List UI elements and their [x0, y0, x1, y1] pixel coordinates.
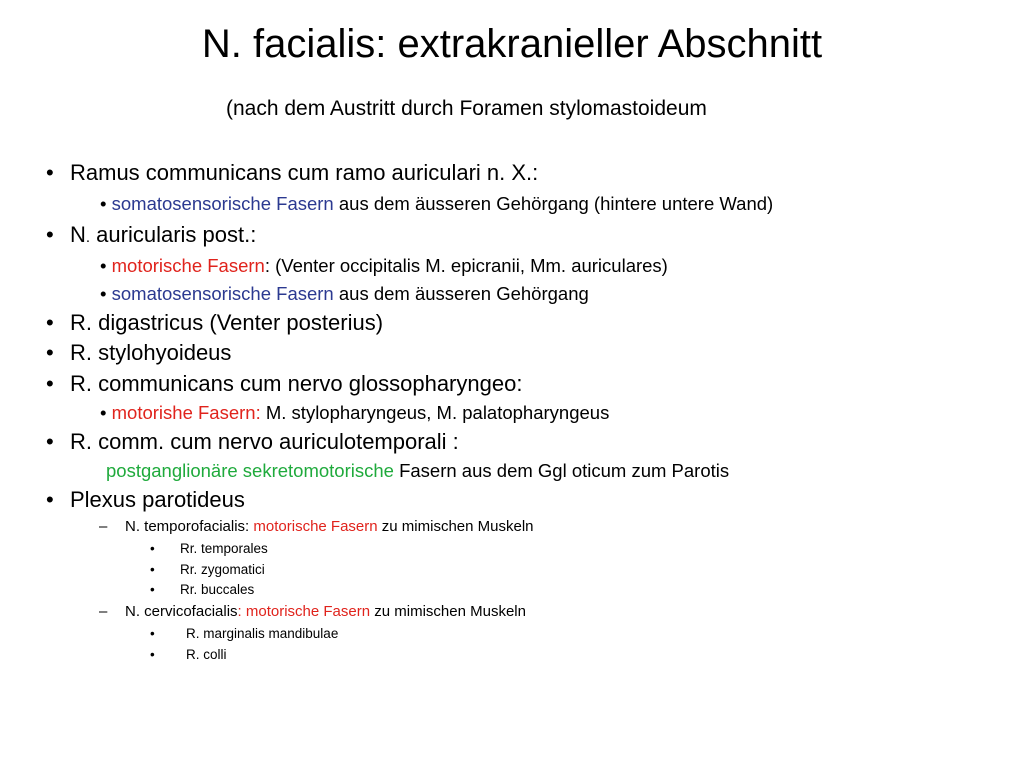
branch-colli: R. colli	[186, 647, 227, 662]
bullet: •	[150, 626, 155, 641]
dash: –	[99, 603, 108, 620]
plain-text: zu mimischen Muskeln	[377, 518, 534, 535]
bullet: •	[46, 310, 54, 335]
text: N	[70, 222, 86, 247]
slide-subtitle: (nach dem Austritt durch Foramen stylomastoideum	[226, 97, 707, 120]
item-plexus-parotideus: Plexus parotideus	[70, 487, 245, 512]
plain-text: N. temporofacialis:	[125, 518, 254, 535]
plain-text: aus dem äusseren Gehörgang	[333, 283, 589, 304]
colored-text: somatosensorische Fasern	[111, 193, 334, 214]
bullet: •	[46, 429, 54, 454]
plain-text: aus dem äusseren Gehörgang (hintere untere Wand)	[333, 193, 774, 214]
colored-text: postganglionäre sekretomotorische	[106, 460, 394, 481]
colored-text: motorishe Fasern:	[111, 402, 261, 423]
item-glossopharyngeo: R. communicans cum nervo glossopharyngeo:	[70, 371, 523, 396]
item-cervicofacialis	[125, 603, 526, 621]
bullet: •	[46, 487, 54, 512]
item-temporofacialis	[125, 518, 534, 536]
subitem-glossopharyngeo	[100, 402, 609, 424]
bullet: •	[150, 582, 155, 597]
branch-buccales: Rr. buccales	[180, 582, 255, 597]
plain-text: Fasern aus dem Ggl oticum zum Parotis	[393, 460, 730, 481]
bullet: •	[100, 402, 107, 423]
colored-text: somatosensorische Fasern	[111, 283, 334, 304]
bullet: •	[100, 193, 107, 214]
plain-text: zu mimischen Muskeln	[370, 603, 526, 620]
item-ramus-communicans: Ramus communicans cum ramo auriculari n. X.:	[70, 160, 539, 185]
colored-text: : motorische Fasern	[237, 603, 371, 620]
plain-text: : (Venter occipitalis M. epicranii, Mm. auriculares)	[264, 255, 668, 276]
bullet: •	[150, 562, 155, 577]
bullet: •	[46, 340, 54, 365]
bullet: •	[100, 283, 107, 304]
branch-temporales: Rr. temporales	[180, 541, 268, 556]
subitem-ramus-communicans	[100, 193, 773, 215]
dash: –	[99, 518, 108, 535]
slide-title: N. facialis: extrakranieller Abschnitt	[201, 22, 823, 66]
subitem-auricularis-motor	[100, 255, 668, 277]
subitem-auricularis-sensory	[100, 283, 589, 305]
item-auriculotemporali: R. comm. cum nervo auriculotemporali :	[70, 429, 459, 454]
bullet: •	[150, 647, 155, 662]
bullet: •	[46, 371, 54, 396]
colored-text: motorische Fasern	[253, 518, 378, 535]
colored-text: motorische Fasern	[111, 255, 265, 276]
branch-marginalis: R. marginalis mandibulae	[186, 626, 339, 641]
text: auricularis post.:	[90, 222, 257, 247]
item-auricularis	[70, 222, 256, 251]
subitem-auriculotemporali	[106, 460, 729, 482]
plain-text: M. stylopharyngeus, M. palatopharyngeus	[260, 402, 610, 423]
item-stylohyoideus: R. stylohyoideus	[70, 340, 232, 365]
bullet: •	[100, 255, 107, 276]
item-digastricus: R. digastricus (Venter posterius)	[70, 310, 384, 335]
text: .	[85, 229, 91, 246]
branch-zygomatici: Rr. zygomatici	[180, 562, 265, 577]
bullet: •	[150, 541, 155, 556]
bullet: •	[46, 160, 54, 185]
bullet: •	[46, 222, 54, 247]
plain-text: N. cervicofacialis	[125, 603, 238, 620]
